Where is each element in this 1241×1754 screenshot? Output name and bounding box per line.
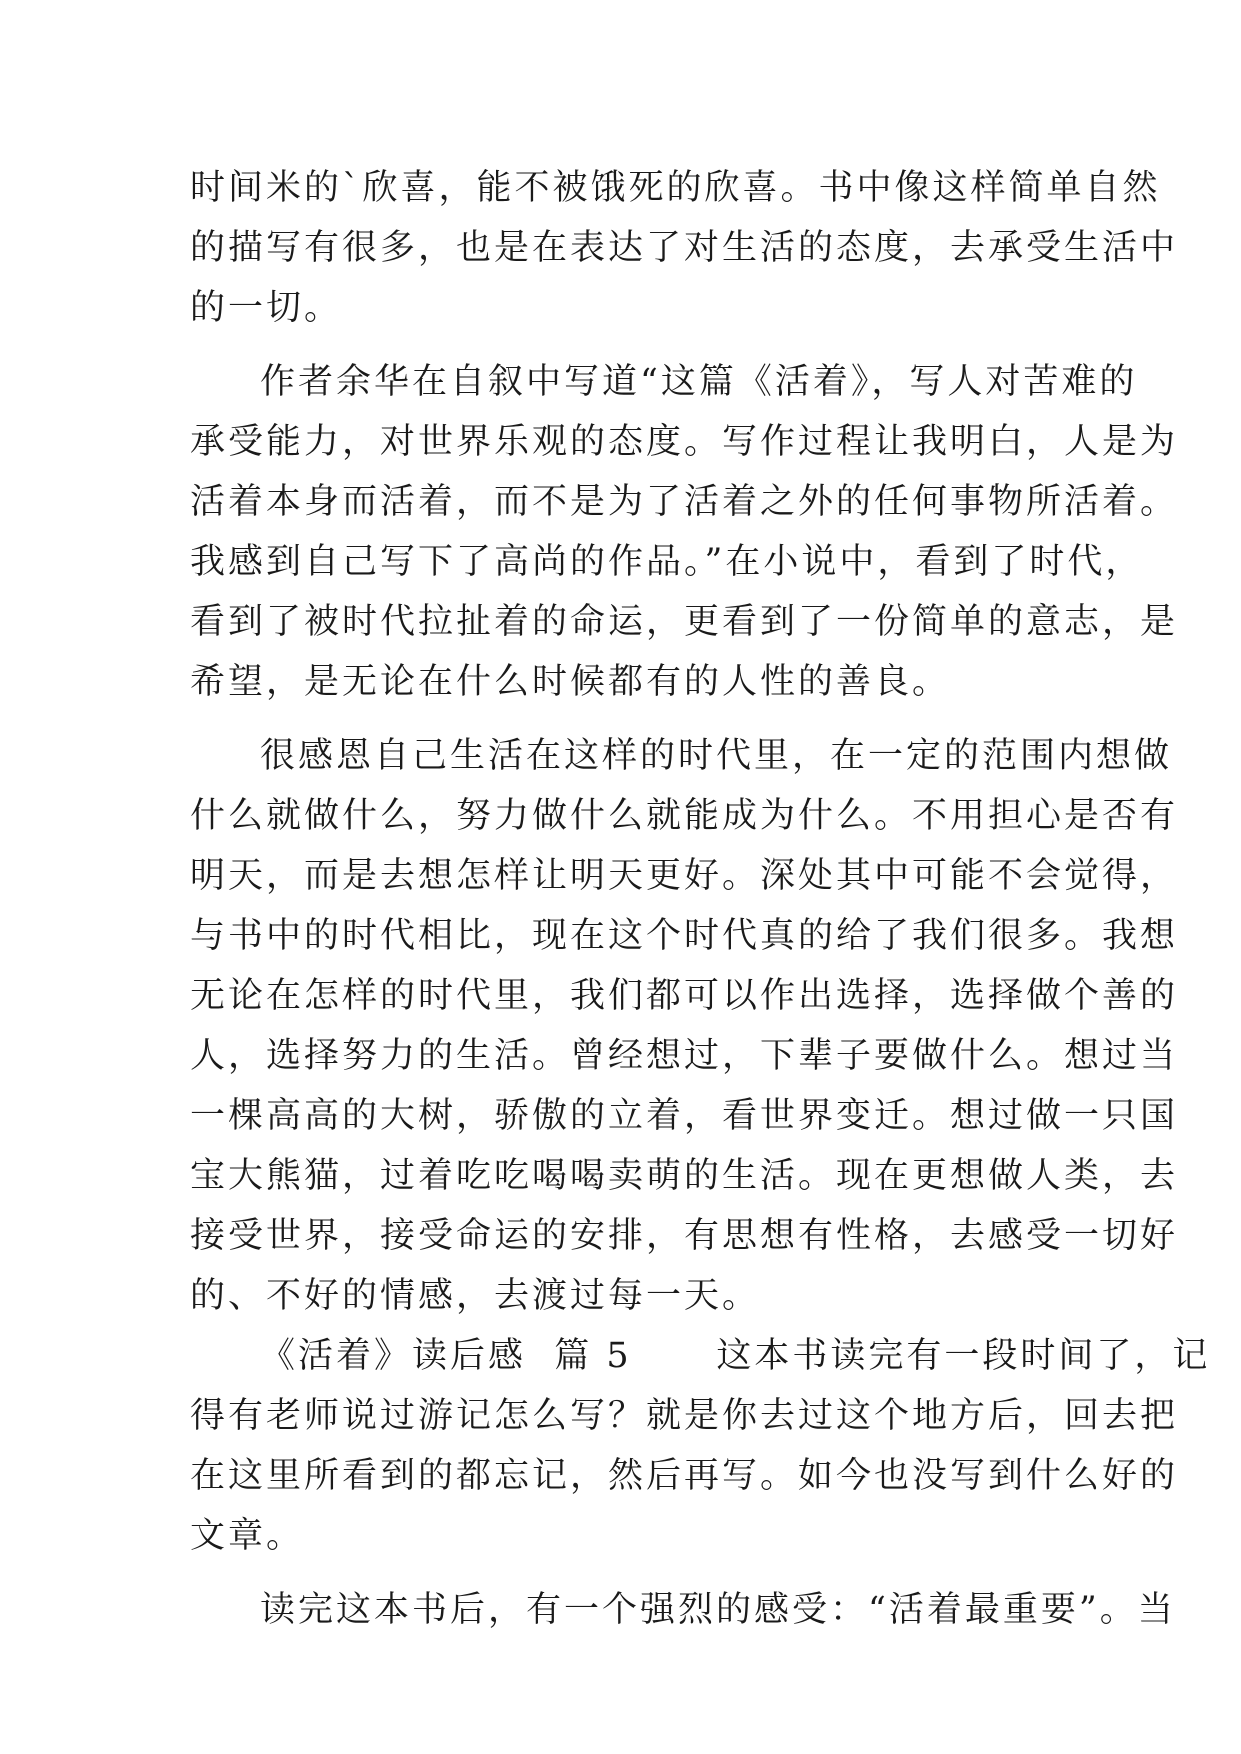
- text-line: 的一切。: [190, 288, 343, 328]
- text-line: 看到了被时代拉扯着的命运，更看到了一份简单的意志，是: [190, 602, 1179, 642]
- text-line: 与书中的时代相比，现在这个时代真的给了我们很多。我想: [190, 916, 1179, 956]
- text-line: 希望，是无论在什么时候都有的人性的善良。: [190, 662, 951, 702]
- text-line: 无论在怎样的时代里，我们都可以作出选择，选择做个善的: [190, 976, 1179, 1016]
- text-line: 活着本身而活着，而不是为了活着之外的任何事物所活着。: [190, 482, 1179, 522]
- text-line: 接受世界，接受命运的安排，有思想有性格，去感受一切好: [190, 1216, 1179, 1256]
- text-line: 的描写有很多，也是在表达了对生活的态度，去承受生活中: [190, 228, 1179, 268]
- text-line: 我感到自己写下了高尚的作品。”在小说中，看到了时代，: [190, 542, 1144, 582]
- paragraph-start-line: 读完这本书后，有一个强烈的感受：“活着最重要”。当: [260, 1590, 1176, 1630]
- text-line: 的、不好的情感，去渡过每一天。: [190, 1276, 761, 1316]
- paragraph-start-line: 很感恩自己生活在这样的时代里，在一定的范围内想做: [260, 736, 1173, 776]
- body-text: [190, 158, 1211, 1640]
- text-line: 在这里所看到的都忘记，然后再写。如今也没写到什么好的: [190, 1456, 1179, 1496]
- text-line: 宝大熊猫，过着吃吃喝喝卖萌的生活。现在更想做人类，去: [190, 1156, 1179, 1196]
- text-line: 文章。: [190, 1516, 305, 1556]
- text-line: 人，选择努力的生活。曾经想过，下辈子要做什么。想过当: [190, 1036, 1179, 1076]
- text-line: 时间米的`欣喜，能不被饿死的欣喜。书中像这样简单自然: [190, 168, 1161, 208]
- text-line: 得有老师说过游记怎么写？就是你去过这个地方后，回去把: [190, 1396, 1179, 1436]
- paragraph-start-line: 作者余华在自叙中写道“这篇《活着》，写人对苦难的: [260, 362, 1138, 402]
- text-line: 一棵高高的大树，骄傲的立着，看世界变迁。想过做一只国: [190, 1096, 1179, 1136]
- text-line: 明天，而是去想怎样让明天更好。深处其中可能不会觉得，: [190, 856, 1179, 896]
- text-line: 什么就做什么，努力做什么就能成为什么。不用担心是否有: [190, 796, 1179, 836]
- section-heading-line: 《活着》读后感 篇 5 这本书读完有一段时间了，记: [260, 1336, 1211, 1376]
- text-line: 承受能力，对世界乐观的态度。写作过程让我明白，人是为: [190, 422, 1179, 462]
